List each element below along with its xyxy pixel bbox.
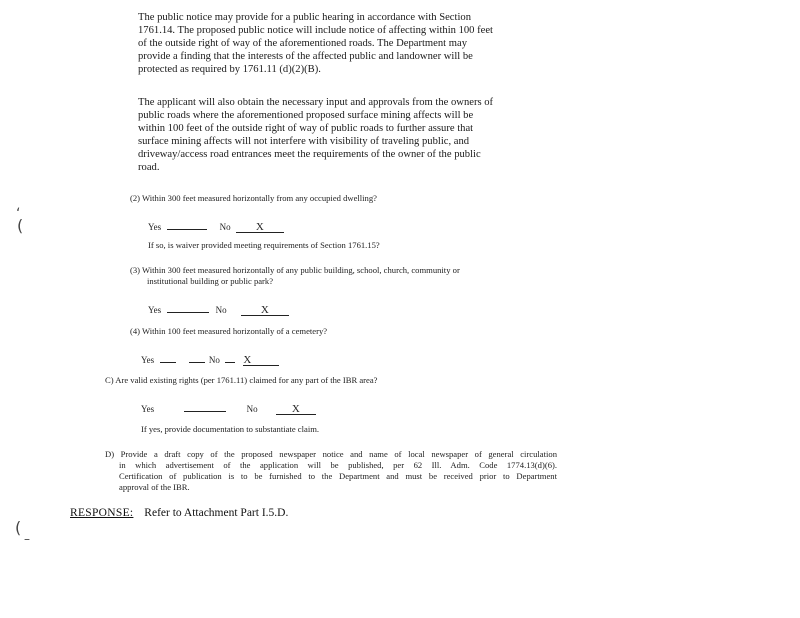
response-text: Refer to Attachment Part I.5.D. [144,507,289,519]
text-line: protected as required by 1761.11 (d)(2)(B). [138,63,321,75]
scan-mark-icon: ( [15,518,22,537]
item-2-followup: If so, is waiver provided meeting requirements of Section 1761.15? [148,240,380,250]
yes-label: Yes [148,222,162,232]
no-answer-mark: X [241,305,289,316]
no-answer-mark: X [236,222,284,233]
text-line: The applicant will also obtain the necessary input and approvals from the owners of [138,97,494,108]
item-c-answer-row [141,401,316,415]
no-label: No [219,222,231,232]
text-line: in which advertisement of the application will be published, per 62 Ill. Adm. Code 1774.13(d)(6). [119,460,557,470]
item-d-text [105,449,557,493]
text-line: 1761.14. The proposed public notice will include notice of affecting within 100 feet [138,24,493,36]
item-2-question: (2) Within 300 feet measured horizontally from any occupied dwelling? [130,193,377,203]
item-4-answer-row [141,352,279,366]
yes-blank [167,302,209,313]
response-line [70,507,288,519]
response-label: RESPONSE: [70,507,134,519]
text-line: The public notice may provide for a public hearing in accordance with Section [138,12,471,23]
no-answer-mark: X [276,404,316,415]
scan-mark-icon: – [24,532,30,546]
yes-blank [160,352,176,363]
no-label: No [208,355,220,365]
item-c-question: C) Are valid existing rights (per 1761.11) claimed for any part of the IBR area? [105,375,378,385]
text-line: provide a finding that the interests of the affected public and landowner will be [138,50,473,62]
text-line: surface mining affects will not interfere with visibility of traveling public, and [138,135,470,147]
yes-label: Yes [148,305,162,315]
text-line: of the outside right of way of the aforementioned roads. The Department may [138,37,467,49]
no-blank [225,352,235,363]
text-line: Certification of publication is to be furnished to the Department and must be received prior to Department [119,471,557,481]
text-line: D) Provide a draft copy of the proposed newspaper notice and name of local newspaper of general circulation [105,449,557,459]
item-3-question [130,265,460,287]
text-line: driveway/access road entrances meet the requirements of the owner of the public [138,148,481,160]
yes-blank [184,401,226,412]
text-line: public roads where the aforementioned proposed surface mining affects will be [138,109,474,121]
item-4-question: (4) Within 100 feet measured horizontally of a cemetery? [130,326,328,336]
text-line: road. [138,161,160,173]
approvals-paragraph [138,97,550,174]
no-label: No [215,305,227,315]
item-c-followup: If yes, provide documentation to substantiate claim. [141,424,320,434]
item-2-answer-row [148,219,284,233]
yes-blank [167,219,207,230]
text-line: institutional building or public park? [147,276,274,286]
yes-blank-2 [189,352,205,363]
scan-mark-icon: ‘ [16,206,21,222]
no-answer-mark: X [243,355,279,366]
yes-label: Yes [141,404,155,414]
notice-paragraph [138,12,550,77]
text-line: within 100 feet of the outside right of way of public roads to further assure that [138,122,474,134]
scan-mark-icon: ( [17,216,24,235]
text-line: approval of the IBR. [119,482,190,492]
yes-label: Yes [141,355,155,365]
no-label: No [246,404,258,414]
item-3-answer-row [148,302,289,316]
text-line: (3) Within 300 feet measured horizontally of any public building, school, church, community or [130,265,460,275]
